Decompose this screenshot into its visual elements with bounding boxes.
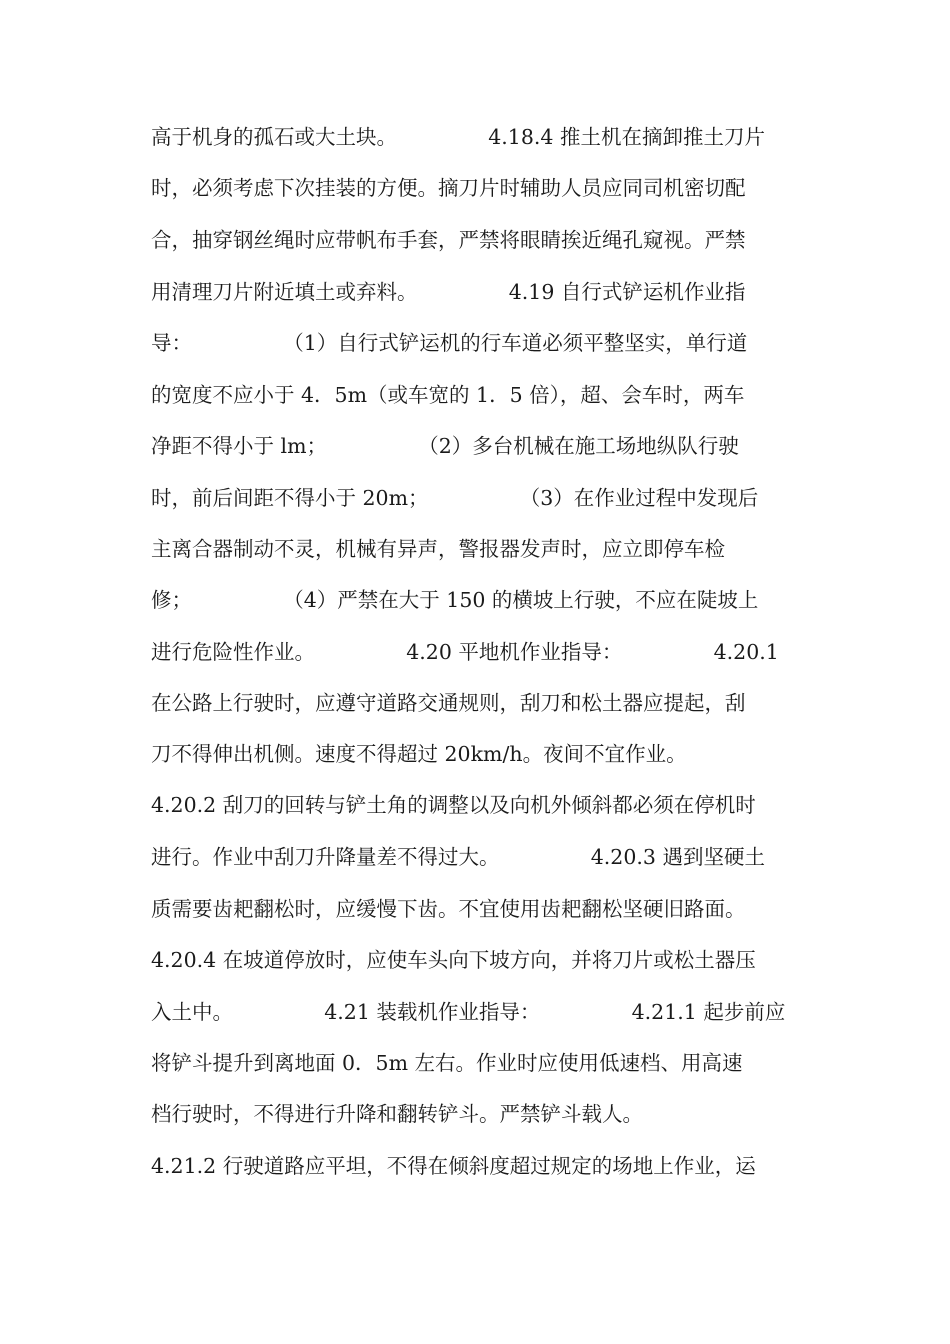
text-line: 4.20.2 刮刀的回转与铲土角的调整以及向机外倾斜都必须在停机时 [151,793,756,817]
text-line: 进行危险性作业。 4.20 平地机作业指导： 4.20.1 [151,640,779,664]
text-line: 4.20.4 在坡道停放时，应使车头向下坡方向，并将刀片或松土器压 [151,948,756,972]
text-line: 入土中。 4.21 装载机作业指导： 4.21.1 起步前应 [151,1000,786,1024]
text-line: 修； （4）严禁在大于 150 的横坡上行驶，不应在陡坡上 [151,588,759,612]
text-line: 在公路上行驶时，应遵守道路交通规则，刮刀和松土器应提起，刮 [151,691,746,715]
text-line: 将铲斗提升到离地面 0．5m 左右。作业时应使用低速档、用高速 [151,1051,743,1075]
text-line: 进行。作业中刮刀升降量差不得过大。 4.20.3 遇到坚硬土 [151,845,765,869]
text-line: 档行驶时，不得进行升降和翻转铲斗。严禁铲斗载人。 [151,1102,643,1126]
text-line: 时，必须考虑下次挂装的方便。摘刀片时辅助人员应同司机密切配 [151,176,746,200]
text-line: 的宽度不应小于 4．5m（或车宽的 1．5 倍），超、会车时，两车 [151,383,745,407]
text-line: 质需要齿耙翻松时，应缓慢下齿。不宜使用齿耙翻松坚硬旧路面。 [151,897,746,921]
text-line: 合，抽穿钢丝绳时应带帆布手套，严禁将眼睛挨近绳孔窥视。严禁 [151,228,746,252]
text-line: 高于机身的孤石或大土块。 4.18.4 推土机在摘卸推土刀片 [151,125,765,149]
text-line: 净距不得小于 lm； （2）多台机械在施工场地纵队行驶 [151,434,739,458]
text-line: 4.21.2 行驶道路应平坦，不得在倾斜度超过规定的场地上作业，运 [151,1154,756,1178]
text-line: 用清理刀片附近填土或弃料。 4.19 自行式铲运机作业指 [151,280,746,304]
text-line: 时，前后间距不得小于 20m； （3）在作业过程中发现后 [151,486,759,510]
text-line: 导： （1）自行式铲运机的行车道必须平整坚实，单行道 [151,331,748,355]
text-line: 刀不得伸出机侧。速度不得超过 20km/h。夜间不宜作业。 [151,742,687,766]
text-line: 主离合器制动不灵，机械有异声，警报器发声时，应立即停车检 [151,537,725,561]
